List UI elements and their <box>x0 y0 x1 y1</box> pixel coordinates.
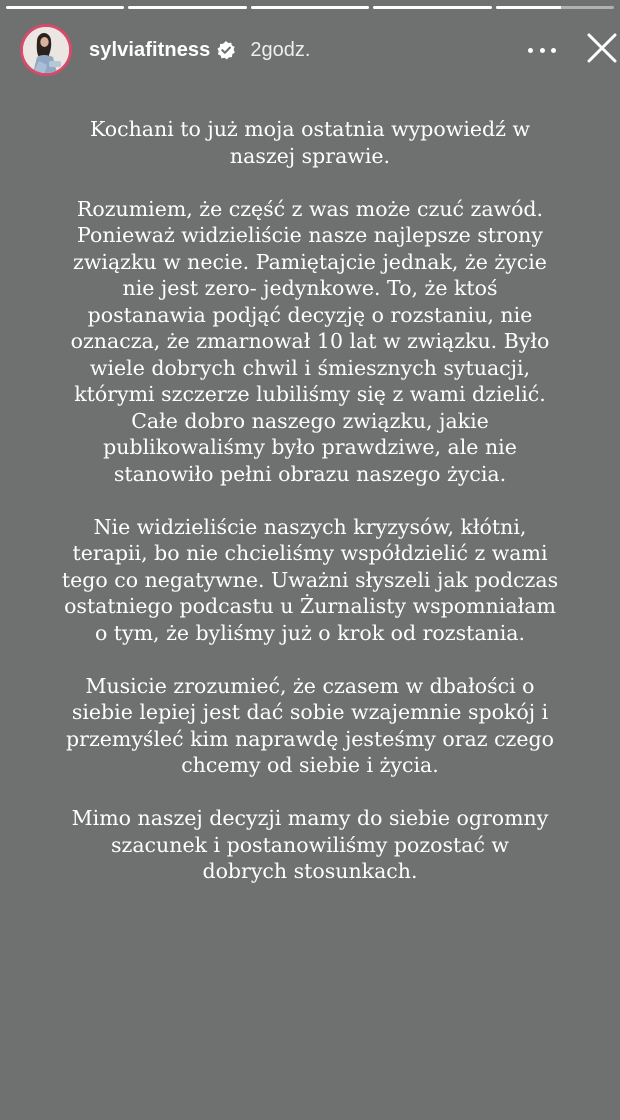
story-progress-segment <box>128 6 246 9</box>
story-progress-fill <box>128 6 246 9</box>
story-text-line: publikowaliśmy było prawdziwe, ale nie <box>103 435 517 459</box>
story-text-line: siebie lepiej jest dać sobie wzajemnie spokój i <box>71 700 549 724</box>
close-icon <box>584 30 620 66</box>
story-progress-fill <box>251 6 369 9</box>
story-progress-segment <box>496 6 614 9</box>
story-text-line: związku w necie. Pamiętajcie jednak, że życie <box>73 249 547 274</box>
story-text <box>50 116 570 911</box>
story-text-line: tego co negatywne. Uważni słyszeli jak podczas <box>61 567 559 592</box>
story-progress-segment <box>251 6 369 9</box>
story-header <box>20 22 620 78</box>
story-text-line: naszej sprawie. <box>229 143 391 168</box>
story-progress-segment <box>6 6 124 9</box>
story-text-line: Rozumiem, że część z was może czuć zawód. <box>76 196 544 221</box>
story-text-line: dobrych stosunkach. <box>202 859 418 883</box>
story-text-line: nie jest zero- jedynkowe. To, że ktoś <box>122 276 498 300</box>
story-text-line: przemyśleć kim naprawdę jesteśmy oraz czego <box>66 726 554 751</box>
story-paragraph <box>50 196 570 488</box>
story-text-line: oznacza, że zmarnował 10 lat w związku. Było <box>70 329 550 353</box>
post-timestamp: 2godz. <box>250 38 311 61</box>
avatar[interactable] <box>20 24 72 76</box>
story-progress-fill <box>373 6 491 9</box>
profile-photo <box>23 27 69 73</box>
story-progress-bars <box>6 6 614 9</box>
story-paragraph <box>50 514 570 647</box>
more-options-icon <box>528 48 533 53</box>
more-options-button[interactable] <box>528 38 556 62</box>
story-progress-fill <box>496 6 561 9</box>
story-text-line: ostatniego podcastu u Żurnalisty wspomniałam <box>64 594 556 618</box>
more-options-icon-dot <box>540 48 545 53</box>
story-text-line: terapii, bo nie chcieliśmy współdzielić z wami <box>72 541 548 565</box>
story-text-line: stanowiło pełni obrazu naszego życia. <box>113 461 507 486</box>
story-paragraph <box>50 805 570 885</box>
story-text-line: chcemy od siebie i życia. <box>181 753 439 777</box>
story-text-line: Musicie zrozumieć, że czasem w dbałości o <box>85 673 535 698</box>
story-text-line: Ponieważ widzieliście nasze najlepsze strony <box>77 223 543 247</box>
story-text-line: Nie widzieliście naszych kryzysów, kłótni, <box>93 514 527 539</box>
story-progress-segment <box>373 6 491 9</box>
username[interactable]: sylviafitness <box>89 38 211 61</box>
story-text-line: Kochani to już moja ostatnia wypowiedź w <box>89 117 530 141</box>
story-text-line: którymi szczerze lubiliśmy się z wami dzielić. <box>74 382 546 406</box>
story-text-line: postanawia podjąć decyzję o rozstaniu, nie <box>87 302 533 327</box>
story-text-line: Całe dobro naszego związku, jakie <box>131 408 489 433</box>
story-text-line: wiele dobrych chwil i śmiesznych sytuacji, <box>89 355 531 380</box>
story-paragraph <box>50 673 570 779</box>
story-text-line: Mimo naszej decyzji mamy do siebie ogromny <box>71 806 549 830</box>
verified-badge-icon <box>216 40 236 60</box>
story-text-line: o tym, że byliśmy już o krok od rozstania. <box>94 620 526 645</box>
story-paragraph <box>50 116 570 169</box>
story-text-line: szacunek i postanowiliśmy pozostać w <box>111 832 509 857</box>
close-button[interactable] <box>584 30 620 66</box>
more-options-icon-dot <box>551 48 556 53</box>
story-progress-fill <box>6 6 124 9</box>
